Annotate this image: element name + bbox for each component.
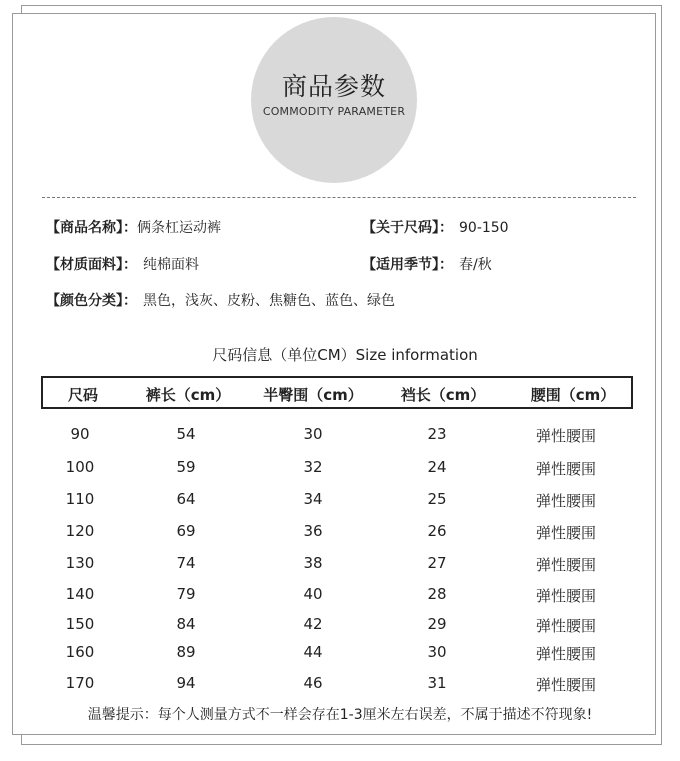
cell-size: 110 xyxy=(65,490,95,508)
cell-size: 170 xyxy=(65,674,95,692)
header-size: 尺码 xyxy=(67,386,98,404)
cell-crotch: 26 xyxy=(427,522,447,540)
header-waist: 腰围（cm） xyxy=(530,386,616,404)
cell-size: 150 xyxy=(65,615,95,633)
page-title: 商品参数 xyxy=(281,72,386,101)
cell-size: 140 xyxy=(65,585,95,603)
info-size-label: 【关于尺码】： xyxy=(362,220,453,236)
cell-waist: 弹性腰围 xyxy=(535,556,596,574)
cell-crotch: 29 xyxy=(427,615,447,633)
cell-waist: 弹性腰围 xyxy=(535,460,596,478)
info-color-label: 【颜色分类】： xyxy=(46,293,137,309)
info-size xyxy=(362,217,509,237)
info-name xyxy=(46,217,221,237)
size-table-title: 尺码信息（单位CM）Size information xyxy=(212,346,478,364)
cell-size: 130 xyxy=(65,554,95,572)
page-subtitle: COMMODITY PARAMETER xyxy=(262,105,406,118)
cell-hip: 38 xyxy=(303,554,323,572)
header-crotch: 裆长（cm） xyxy=(400,386,486,404)
cell-size: 160 xyxy=(65,643,95,661)
measurement-note: 温馨提示：每个人测量方式不一样会存在1-3厘米左右误差，不属于描述不符现象! xyxy=(87,707,593,723)
cell-crotch: 31 xyxy=(427,674,447,692)
info-season xyxy=(362,254,492,274)
cell-length: 74 xyxy=(176,554,196,572)
cell-waist: 弹性腰围 xyxy=(535,645,596,663)
cell-waist: 弹性腰围 xyxy=(535,617,596,635)
cell-length: 69 xyxy=(176,522,196,540)
cell-size: 100 xyxy=(65,458,95,476)
cell-length: 89 xyxy=(176,643,196,661)
cell-length: 64 xyxy=(176,490,196,508)
info-color xyxy=(46,290,395,310)
cell-hip: 46 xyxy=(303,674,323,692)
cell-hip: 34 xyxy=(303,490,323,508)
info-color-value: 黑色，浅灰、皮粉、焦糖色、蓝色、绿色 xyxy=(143,293,395,309)
info-material-value: 纯棉面料 xyxy=(143,257,199,273)
info-season-value: 春/秋 xyxy=(459,257,492,273)
cell-waist: 弹性腰围 xyxy=(535,587,596,605)
cell-size: 90 xyxy=(70,425,90,443)
cell-crotch: 25 xyxy=(427,490,447,508)
cell-hip: 30 xyxy=(303,425,323,443)
size-table-header xyxy=(41,376,633,409)
info-material xyxy=(46,254,199,274)
cell-waist: 弹性腰围 xyxy=(535,524,596,542)
cell-hip: 42 xyxy=(303,615,323,633)
cell-hip: 32 xyxy=(303,458,323,476)
cell-hip: 40 xyxy=(303,585,323,603)
header-length: 裤长（cm） xyxy=(145,386,231,404)
cell-crotch: 28 xyxy=(427,585,447,603)
cell-length: 79 xyxy=(176,585,196,603)
cell-crotch: 27 xyxy=(427,554,447,572)
info-season-label: 【适用季节】： xyxy=(362,257,453,273)
cell-hip: 44 xyxy=(303,643,323,661)
info-name-value: 俩条杠运动裤 xyxy=(137,220,221,236)
info-material-label: 【材质面料】： xyxy=(46,257,137,273)
cell-waist: 弹性腰围 xyxy=(535,427,596,445)
cell-waist: 弹性腰围 xyxy=(535,676,596,694)
cell-size: 120 xyxy=(65,522,95,540)
dashed-divider xyxy=(42,197,636,198)
info-size-value: 90-150 xyxy=(459,220,509,236)
header-hip: 半臀围（cm） xyxy=(263,386,363,404)
cell-length: 94 xyxy=(176,674,196,692)
cell-crotch: 23 xyxy=(427,425,447,443)
cell-hip: 36 xyxy=(303,522,323,540)
cell-length: 59 xyxy=(176,458,196,476)
cell-length: 84 xyxy=(176,615,196,633)
title-badge xyxy=(251,17,417,183)
cell-crotch: 24 xyxy=(427,458,447,476)
cell-crotch: 30 xyxy=(427,643,447,661)
cell-length: 54 xyxy=(176,425,196,443)
cell-waist: 弹性腰围 xyxy=(535,492,596,510)
info-name-label: 【商品名称】： xyxy=(46,220,137,236)
